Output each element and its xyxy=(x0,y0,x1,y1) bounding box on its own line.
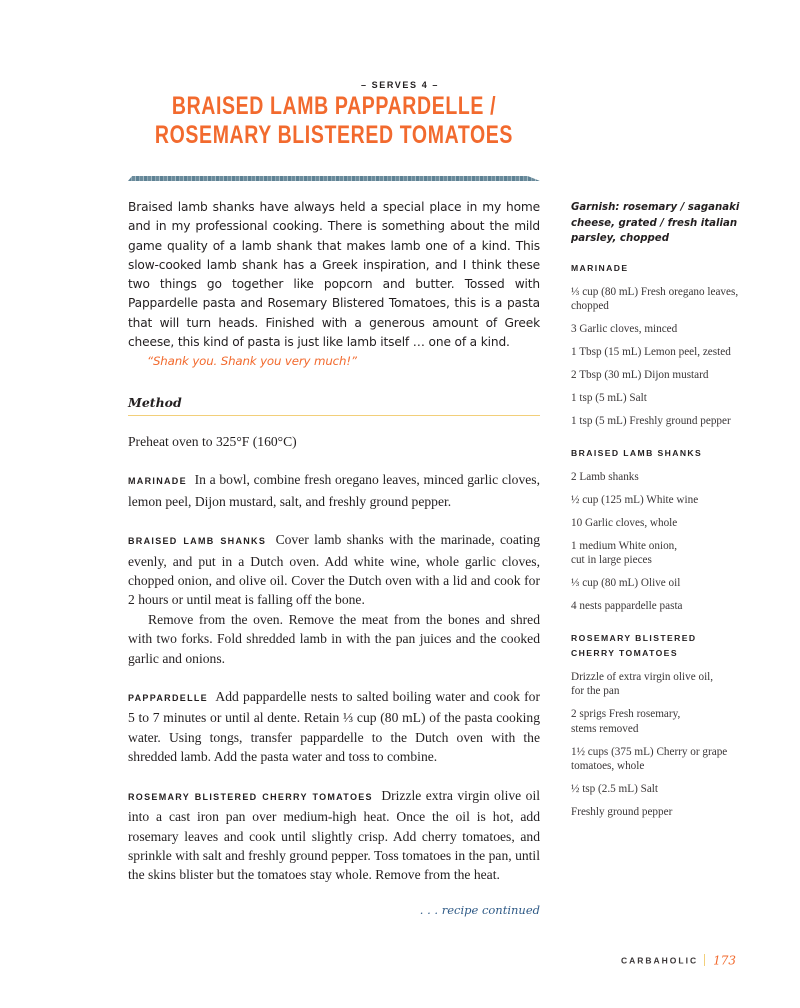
recipe-title xyxy=(73,92,594,150)
ingredient-list-braised-lamb-shanks xyxy=(571,470,751,614)
serves-label: – SERVES 4 – xyxy=(360,80,440,90)
method-step-marinade xyxy=(128,470,540,511)
book-title: CARBAHOLIC xyxy=(620,955,699,966)
ingredient-item: ½ cup (125 mL) White wine xyxy=(571,493,699,506)
method-steps xyxy=(128,432,540,904)
step-text: In a bowl, combine fresh oregano leaves, minced garlic cloves, lemon peel, Dijon mustard, salt, and freshly ground pepper. xyxy=(128,472,540,509)
ingredient-item: 1½ cups (375 mL) Cherry or grape tomatoes, whole xyxy=(571,745,728,773)
step-label: BRAISED LAMB SHANKS xyxy=(128,536,267,547)
ingredient-list-marinade xyxy=(571,285,751,429)
ingredient-item: 2 Tbsp (30 mL) Dijon mustard xyxy=(571,369,709,382)
ingredient-group-heading: MARINADE xyxy=(571,262,629,273)
ingredient-item: 1 medium White onion, cut in large pieces xyxy=(571,539,678,567)
garnish-note: Garnish: rosemary / saganaki cheese, grated / fresh italian parsley, chopped xyxy=(571,202,740,244)
ingredient-item: 2 sprigs Fresh rosemary, stems removed xyxy=(571,708,681,735)
ingredient-list-rosemary-blistered-cherry-tomatoes xyxy=(571,670,751,820)
ingredient-item: 3 Garlic cloves, minced xyxy=(571,323,678,336)
ingredient-item: Freshly ground pepper xyxy=(571,806,673,819)
recipe-title-line-2: ROSEMARY BLISTERED TOMATOES xyxy=(154,121,514,149)
intro-section xyxy=(128,198,540,372)
footer-separator xyxy=(704,954,705,966)
intro-quote: “Shank you. Shank you very much!” xyxy=(147,354,357,369)
step-text: Add pappardelle nests to salted boiling water and cook for 5 to 7 minutes or until al dente. Retain ⅓ cup (80 mL) of the pasta cooking water. Using tongs, transfer pappardelle to the Dutch oven with the shredded lamb. Add the pasta water and toss to combine. xyxy=(128,689,540,765)
ingredient-item: 2 Lamb shanks xyxy=(571,470,639,483)
step-label: ROSEMARY BLISTERED CHERRY TOMATOES xyxy=(128,791,373,802)
method-divider xyxy=(128,415,540,416)
step-text: Drizzle extra virgin olive oil into a cast iron pan over medium-high heat. Once the oil is hot, add rosemary leaves and cook until slightly crisp. Add cherry tomatoes, and sprinkle with salt and freshly ground pepper. Toss tomatoes in the pan, until the skins blister but the tomatoes stay whole. Remove from the heat. xyxy=(128,787,540,883)
ingredient-group-heading: BRAISED LAMB SHANKS xyxy=(571,447,703,458)
recipe-continued-note: . . . recipe continued xyxy=(419,903,540,917)
method-step-rosemary-blistered-cherry-tomatoes xyxy=(128,786,540,885)
ingredient-item: 1 tsp (5 mL) Freshly ground pepper xyxy=(571,415,731,428)
method-step-pappardelle xyxy=(128,687,540,767)
ingredient-item: 4 nests pappardelle pasta xyxy=(571,600,683,613)
method-heading: Method xyxy=(128,395,182,410)
intro-paragraph: Braised lamb shanks have always held a special place in my home and in my professional cooking. There is something about the mild game quality of a lamb shank that makes lamb one of a kind. This slow-cooked lamb shank has a Greek inspiration, and I think these two things go together like popcorn and butter. Tossed with Pappardelle pasta and Rosemary Blistered Tomatoes, this is a pasta that will turn heads. Finished with a generous amount of Greek cheese, this kind of pasta is just like lamb itself … one of a kind. xyxy=(128,200,540,350)
step-text: Cover lamb shanks with the marinade, coating evenly, and put in a Dutch oven. Add white wine, whole garlic cloves, chopped onion, and olive oil. Cover the Dutch oven with a lid and cook for 2 hours or until meat is falling off the bone. xyxy=(128,532,541,608)
ingredient-item: 10 Garlic cloves, whole xyxy=(571,516,678,529)
step-label: MARINADE xyxy=(128,476,187,487)
step-label: PAPPARDELLE xyxy=(128,693,208,704)
ingredient-item: ⅓ cup (80 mL) Olive oil xyxy=(571,577,681,590)
ingredients-sidebar xyxy=(571,200,751,837)
method-step-braised-lamb-shanks-continuation: Remove from the oven. Remove the meat from the bones and shred with two forks. Fold shredded lamb in with the pan juices and the cooked garlic and onions. xyxy=(128,611,540,666)
recipe-title-line-1: BRAISED LAMB PAPPARDELLE / xyxy=(171,92,497,120)
ingredient-item: ½ tsp (2.5 mL) Salt xyxy=(571,783,659,796)
ingredient-item: ⅓ cup (80 mL) Fresh oregano leaves, chopped xyxy=(571,285,739,313)
ingredient-group-heading: ROSEMARY BLISTERED CHERRY TOMATOES xyxy=(571,632,697,658)
ingredient-item: Drizzle of extra virgin olive oil, for the pan xyxy=(571,670,714,698)
method-step-braised-lamb-shanks xyxy=(128,530,540,610)
page-footer xyxy=(560,951,736,969)
page-number: 173 xyxy=(713,953,736,968)
title-divider xyxy=(128,176,540,181)
ingredient-item: 1 tsp (5 mL) Salt xyxy=(571,392,647,405)
ingredient-item: 1 Tbsp (15 mL) Lemon peel, zested xyxy=(571,346,731,359)
preheat-instruction: Preheat oven to 325°F (160°C) xyxy=(128,434,297,449)
